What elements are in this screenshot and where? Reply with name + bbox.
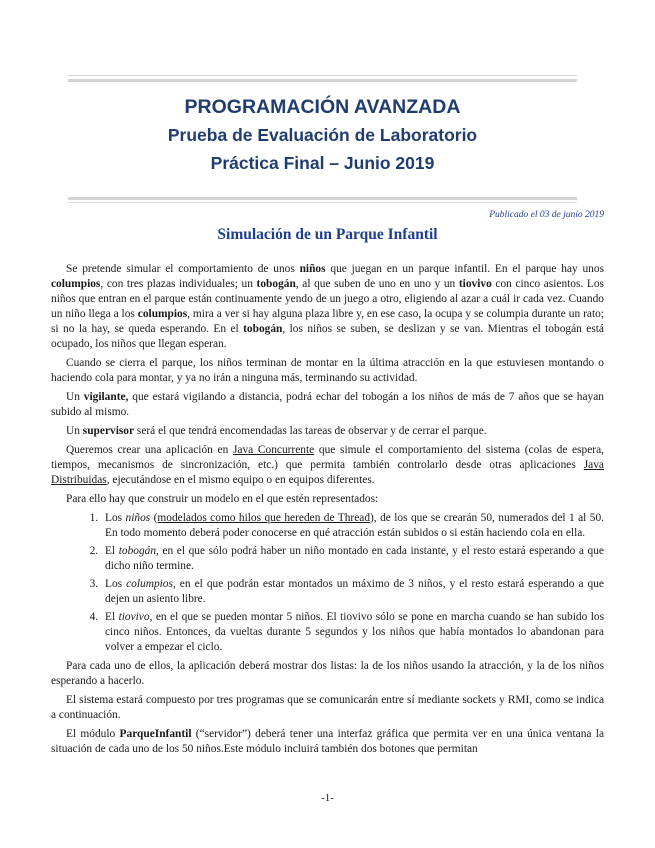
paragraph-model: Para ello hay que construir un modelo en el que estén representados: (66, 493, 379, 505)
model-list (51, 511, 604, 655)
document-body (51, 262, 604, 761)
list-item: 4. El tiovivo, en el que se pueden montar 5 niños. El tiovivo sólo se pone en marcha cuando se han subido los cinco niños. Entonces, da vueltas durante 5 segundos y los niños que había montados lo abandonan para volver a empezar el ciclo. (101, 610, 604, 655)
paragraph-system: El sistema estará compuesto por tres programas que se comunicarán entre sí mediante sockets y RMI, como se indica a continuación. (51, 694, 604, 721)
list-item: 1. Los niños (modelados como hilos que hereden de Thread), de los que se crearán 50, numerados del 1 al 50. En todo momento deberá poder conocerse en qué atracción están subidos o si están haciendo cola en ella. (101, 511, 604, 541)
paragraph-intro: Se pretende simular el comportamiento de unos niños que juegan en un parque infantil. En el parque hay unos columpios, con tres plazas individuales; un tobogán, al que suben de uno en uno y un tiovivo con cinco asientos. Los niños que entran en el parque están continuamente yendo de un juego a otro, eligiendo al azar a cuál ir cada vez. Cuando un niño llega a los columpios, mira a ver si hay alguna plaza libre y, en ese caso, la ocupa y se columpia durante un rato; si no la hay, se queda esperando. En el tobogán, los niños se suben, se deslizan y se van. Mientras el tobogán está ocupado, los niños que llegan esperan. (51, 263, 605, 350)
bottom-rule-thin (68, 202, 577, 203)
list-item: 2. El tobogán, en el que sólo podrá haber un niño montado en cada instante, y el resto estará esperando a que dicho niño termine. (101, 544, 604, 574)
paragraph-vigilante: Un vigilante, que estará vigilando a distancia, podrá echar del tobogán a los niños de más de 7 años que se hayan subido al mismo. (51, 391, 604, 418)
top-rule-thin (68, 75, 577, 76)
title-block (68, 93, 577, 177)
course-title: PROGRAMACIÓN AVANZADA (184, 96, 461, 118)
section-title: Simulación de un Parque Infantil (217, 226, 438, 243)
paragraph-server: El módulo ParqueInfantil (“servidor”) deberá tener una interfaz gráfica que permita ver en una única ventana la situación de cada uno de los 50 niños.Este módulo incluirá también dos botones que permitan (51, 728, 604, 755)
bottom-rule (68, 197, 577, 200)
paragraph-closing: Cuando se cierra el parque, los niños terminan de montar en la última atracción en la que estuviesen montando o haciendo cola para montar, y ya no irán a ninguna más, terminando su actividad. (51, 357, 604, 384)
list-item: 3. Los columpios, en el que podrán estar montados un máximo de 3 niños, y el resto estará esperando a que dejen un asiento libre. (101, 577, 604, 607)
top-rule (68, 79, 577, 82)
page-number: -1- (321, 792, 334, 804)
paragraph-lists: Para cada uno de ellos, la aplicación deberá mostrar dos listas: la de los niños usando la atracción, y la de los niños esperando a hacerlo. (51, 660, 604, 687)
exam-subtitle: Prueba de Evaluación de Laboratorio (167, 125, 478, 145)
paragraph-supervisor: Un supervisor será el que tendrá encomendadas las tareas de observar y de cerrar el parque. (66, 425, 487, 437)
paragraph-application: Queremos crear una aplicación en Java Concurrente que simule el comportamiento del sistema (colas de espera, tiempos, mecanismos de sincronización, etc.) que permita también controlarlo desde otras aplicaciones Java Distribuidas, ejecutándose en el mismo equipo o en equipos diferentes. (51, 444, 604, 486)
publication-date: Publicado el 03 de junio 2019 (489, 210, 604, 220)
exam-session: Práctica Final – Junio 2019 (210, 153, 435, 173)
